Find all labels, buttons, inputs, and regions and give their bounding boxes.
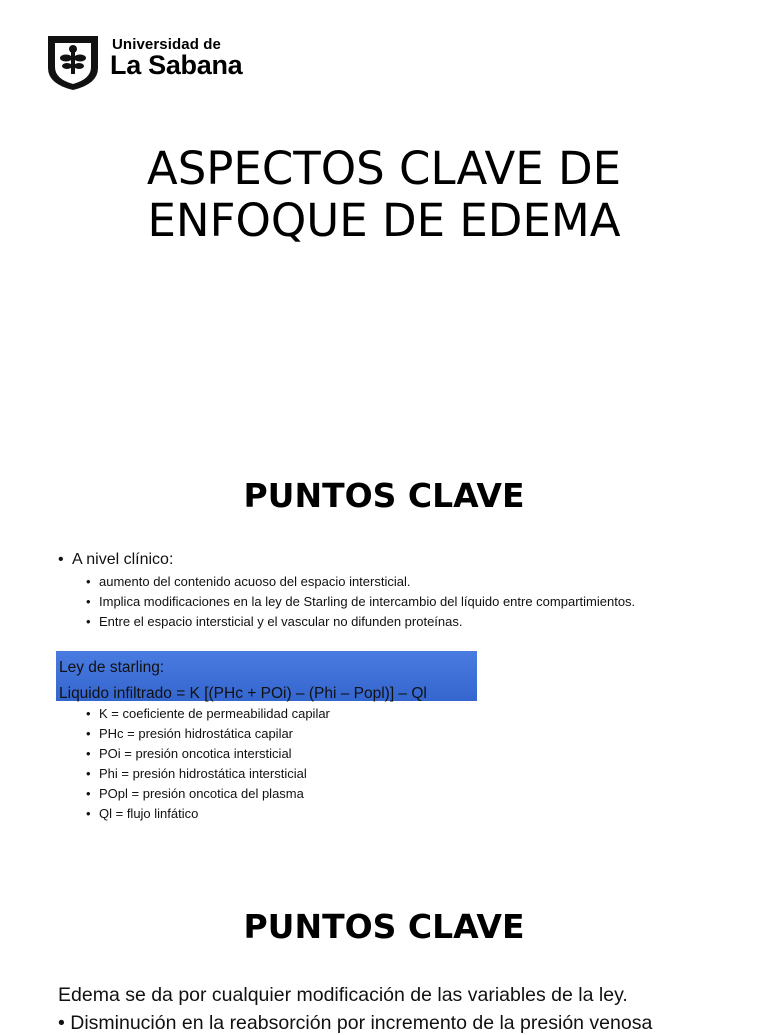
list-item: • Entre el espacio intersticial y el vascular no difunden proteínas. xyxy=(86,612,635,632)
bullet-dot-icon: • xyxy=(86,806,91,821)
slide-title-line-2: ENFOQUE DE EDEMA xyxy=(147,194,621,247)
list-item: • PHc = presión hidrostática capilar xyxy=(86,724,330,744)
university-seal-icon xyxy=(46,34,100,92)
starling-law-text xyxy=(59,655,427,707)
definition-list xyxy=(86,704,330,824)
starling-law-title: Ley de starling: xyxy=(59,659,165,676)
sub-bullet-list xyxy=(86,572,635,632)
bullet-dot-icon: • xyxy=(86,706,91,721)
bullet-dot-icon: • xyxy=(86,614,91,629)
bullet-dot-icon: • xyxy=(86,766,91,781)
logo-university-label: Universidad de xyxy=(112,36,221,53)
list-item: • Ql = flujo linfático xyxy=(86,804,330,824)
body-paragraph: Edema se da por cualquier modificación de las variables de la ley. xyxy=(58,984,628,1006)
list-item: • POi = presión oncotica intersticial xyxy=(86,744,330,764)
bullet-dot-icon: • xyxy=(86,746,91,761)
body-paragraph: • Disminución en la reabsorción por incremento de la presión venosa xyxy=(58,1012,653,1034)
starling-law-formula: Liquido infiltrado = K [(PHc + POi) – (Phi – Popl)] – Ql xyxy=(59,685,427,702)
bullet-dot-icon: • xyxy=(86,594,91,609)
bullet-dot-icon: • xyxy=(86,786,91,801)
slide-title-line-1: ASPECTOS CLAVE DE xyxy=(146,142,622,195)
list-item: • Phi = presión hidrostática intersticial xyxy=(86,764,330,784)
logo-university-name: La Sabana xyxy=(110,50,243,80)
bullet-level1 xyxy=(58,551,173,569)
slide-title xyxy=(0,143,768,247)
bullet-dot-icon: • xyxy=(86,574,91,589)
list-item: • Implica modificaciones en la ley de Starling de intercambio del líquido entre compartimientos. xyxy=(86,592,635,612)
bullet-dot-icon: • xyxy=(58,551,64,568)
list-item: • POpl = presión oncotica del plasma xyxy=(86,784,330,804)
section-heading: PUNTOS CLAVE xyxy=(243,907,525,946)
section-heading: PUNTOS CLAVE xyxy=(243,476,525,515)
bullet-dot-icon: • xyxy=(86,726,91,741)
list-item: • aumento del contenido acuoso del espacio intersticial. xyxy=(86,572,635,592)
list-item: • K = coeficiente de permeabilidad capilar xyxy=(86,704,330,724)
bullet-level1-text: A nivel clínico: xyxy=(72,551,174,568)
